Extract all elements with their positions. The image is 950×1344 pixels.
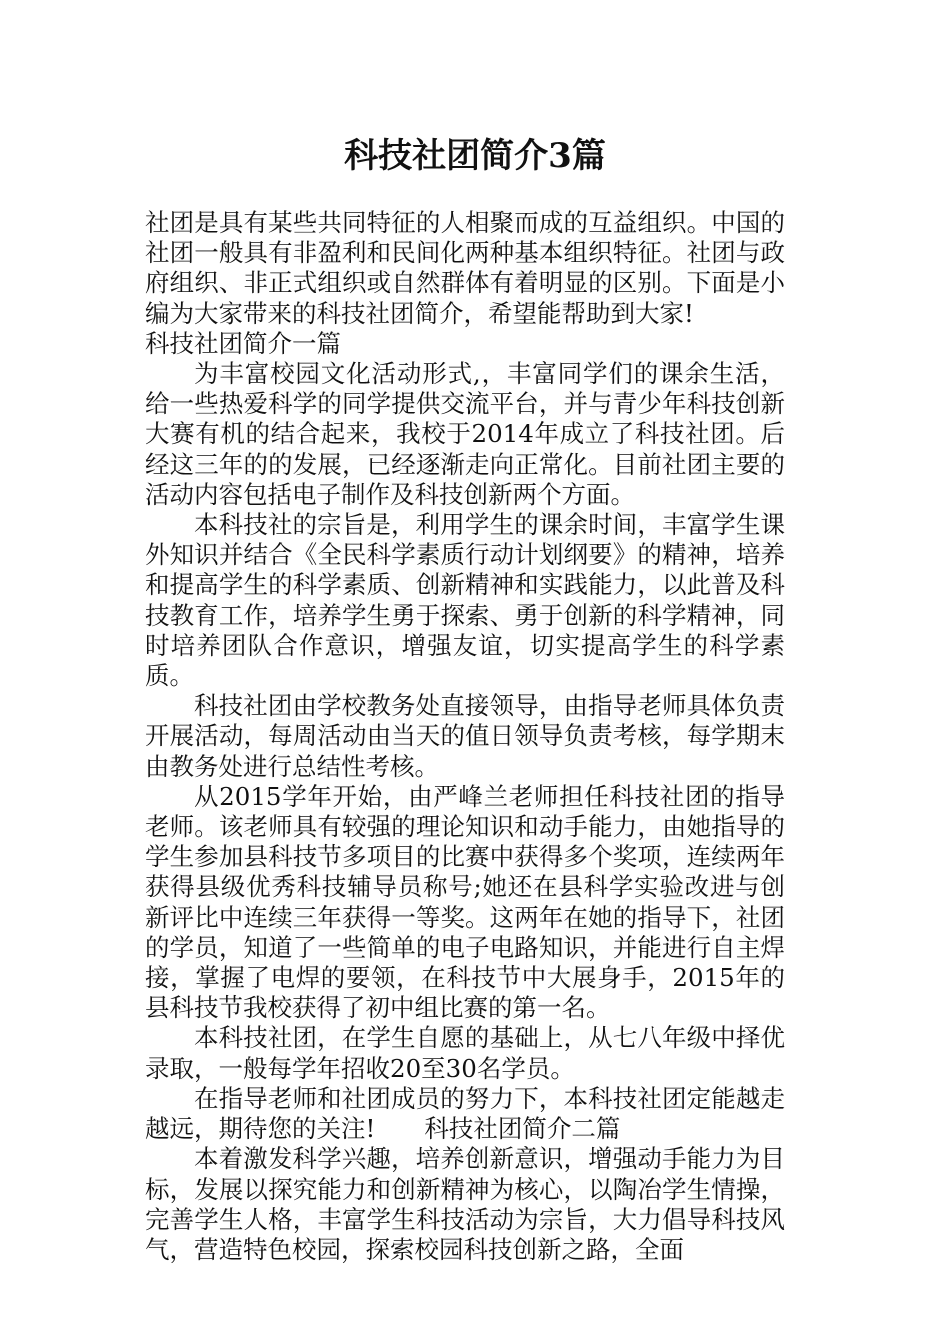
section-heading-one: 科技社团简介一篇 xyxy=(145,328,341,358)
paragraph: 在指导老师和社团成员的努力下，本科技社团定能越走越远，期待您的关注! 科技社团简介二篇 xyxy=(145,1083,785,1144)
paragraph: 从2015学年开始，由严峰兰老师担任科技社团的指导老师。该老师具有较强的理论知识和动手能力，由她指导的学生参加县科技节多项目的比赛中获得多个奖项，连续两年获得县级优秀科技辅导员称号;她还在县科学实验改进与创新评比中连续三年获得一等奖。这两年在她的指导下，社团的学员，知道了一些简单的电子电路知识，并能进行自主焊接，掌握了电焊的要领，在科技节中大展身手，2015年的县科技节我校获得了初中组比赛的第一名。 xyxy=(145,781,785,1023)
paragraph: 科技社团由学校教务处直接领导，由指导老师具体负责开展活动，每周活动由当天的值日领导负责考核，每学期末由教务处进行总结性考核。 xyxy=(145,691,785,781)
document-body xyxy=(145,208,785,1265)
paragraph: 为丰富校园文化活动形式,，丰富同学们的课余生活，给一些热爱科学的同学提供交流平台，并与青少年科技创新大赛有机的结合起来，我校于2014年成立了科技社团。后经这三年的的发展，已经逐渐走向正常化。目前社团主要的活动内容包括电子制作及科技创新两个方面。 xyxy=(145,359,785,509)
paragraph: 本科技社团，在学生自愿的基础上，从七八年级中择优录取，一般每学年招收20至30名学员。 xyxy=(145,1023,785,1083)
paragraph: 本科技社的宗旨是，利用学生的课余时间，丰富学生课外知识并结合《全民科学素质行动计划纲要》的精神，培养和提高学生的科学素质、创新精神和实践能力，以此普及科技教育工作，培养学生勇于探索、勇于创新的科学精神，同时培养团队合作意识，增强友谊，切实提高学生的科学素质。 xyxy=(145,510,785,691)
document-title: 科技社团简介3篇 xyxy=(344,136,606,176)
paragraph: 本着激发科学兴趣，培养创新意识，增强动手能力为目标，发展以探究能力和创新精神为核心，以陶冶学生情操，完善学生人格，丰富学生科技活动为宗旨，大力倡导科技风气，营造特色校园，探索校园科技创新之路，全面 xyxy=(145,1144,785,1264)
paragraph-intro: 社团是具有某些共同特征的人相聚而成的互益组织。中国的社团一般具有非盈利和民间化两种基本组织特征。社团与政府组织、非正式组织或自然群体有着明显的区别。下面是小编为大家带来的科技社团简介，希望能帮助到大家! xyxy=(145,208,785,328)
